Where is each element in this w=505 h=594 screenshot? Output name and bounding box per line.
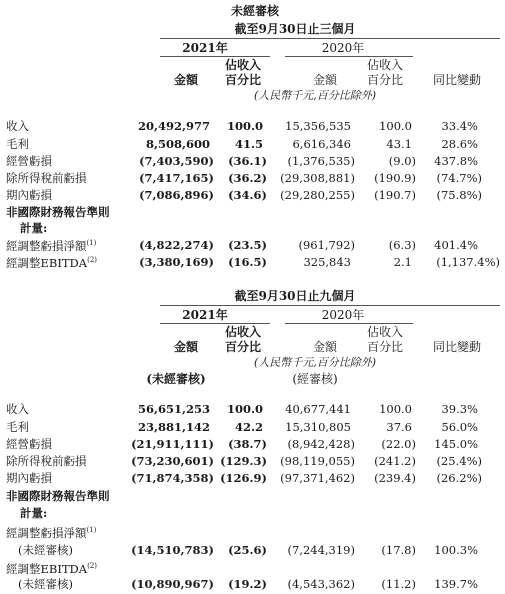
col-pct-2021-line1: 佔收入 bbox=[224, 325, 261, 339]
pct-2020: (9.0) bbox=[388, 154, 416, 168]
amount-2020: (98,119,055) bbox=[280, 454, 355, 468]
pct-2020: (190.7) bbox=[374, 188, 416, 202]
year-2020-rule bbox=[285, 56, 413, 57]
amount-2020: (29,280,255) bbox=[280, 188, 355, 202]
pct-2020: (6.3) bbox=[388, 238, 416, 252]
period-rule bbox=[160, 38, 500, 39]
yoy-change: 28.6% bbox=[441, 137, 478, 151]
row-label: 經調整虧損淨額$^{(1)}$ bbox=[6, 525, 97, 540]
units-note: (人民幣千元,百分比除外) bbox=[253, 89, 377, 102]
col-amount-2020: 金額 bbox=[312, 73, 337, 87]
row-label: 經調整虧損淨額$^{(1)}$ bbox=[6, 238, 97, 253]
pct-2021: (129.3) bbox=[220, 454, 267, 468]
col-amount-2020: 金額 bbox=[312, 340, 337, 354]
amount-2020: (4,543,362) bbox=[287, 577, 355, 591]
col-pct-2020-line2: 百分比 bbox=[366, 73, 403, 87]
col-amount-2021: 金額 bbox=[173, 340, 198, 354]
pct-2020: (241.2) bbox=[374, 454, 416, 468]
yoy-change: 56.0% bbox=[441, 420, 478, 434]
amount-2020: 325,843 bbox=[303, 255, 351, 269]
row-label: 毛利 bbox=[6, 137, 29, 151]
period-rule bbox=[160, 305, 500, 306]
pct-2020: (11.2) bbox=[381, 577, 416, 591]
year-2021-rule bbox=[160, 323, 270, 324]
amount-2021: (7,086,896) bbox=[139, 188, 214, 202]
row-label: 經調整EBITDA$^{(2)}$ bbox=[6, 255, 98, 270]
year-2021-label: 2021年 bbox=[182, 41, 228, 55]
row-label: 收入 bbox=[6, 119, 29, 133]
col-amount-2021: 金額 bbox=[173, 73, 198, 87]
yoy-change: (26.2%) bbox=[436, 471, 482, 485]
amount-2021: 23,881,142 bbox=[137, 420, 210, 434]
period-heading: 截至9月30日止九個月 bbox=[234, 289, 356, 303]
pct-2021: (25.6) bbox=[228, 543, 267, 557]
amount-2020: (1,376,535) bbox=[287, 154, 355, 168]
amount-2021: (7,417,165) bbox=[139, 171, 214, 185]
amount-2020: 6,616,346 bbox=[292, 137, 351, 151]
amount-2021: (21,911,111) bbox=[131, 437, 214, 451]
amount-2020: (961,792) bbox=[298, 238, 355, 252]
period-heading: 截至9月30日止三個月 bbox=[234, 22, 356, 36]
yoy-change: 33.4% bbox=[441, 119, 478, 133]
amount-2020: 15,310,805 bbox=[285, 420, 351, 434]
amount-2020: 15,356,535 bbox=[285, 119, 351, 133]
row-sublabel: (未經審核) bbox=[18, 543, 73, 557]
pct-2021: (38.7) bbox=[228, 437, 267, 451]
yoy-change: (74.7%) bbox=[436, 171, 482, 185]
amount-2021: (10,890,967) bbox=[131, 577, 214, 591]
nonifrs-heading-line1: 非國際財務報告準則 bbox=[6, 489, 110, 503]
row-label: 期內虧損 bbox=[6, 188, 52, 202]
pct-2021: (23.5) bbox=[228, 238, 267, 252]
year-2021-rule bbox=[160, 56, 270, 57]
amount-2020: 40,677,441 bbox=[285, 402, 351, 416]
col-pct-2021-line2: 百分比 bbox=[224, 340, 261, 354]
amount-2021: 8,508,600 bbox=[145, 137, 210, 151]
col-pct-2020-line1: 佔收入 bbox=[366, 58, 403, 72]
amount-2021: (73,230,601) bbox=[131, 454, 214, 468]
row-label: 毛利 bbox=[6, 420, 29, 434]
pct-2021: (126.9) bbox=[220, 471, 267, 485]
yoy-change: 139.7% bbox=[434, 577, 478, 591]
col-pct-2020-line2: 百分比 bbox=[366, 340, 403, 354]
pct-2021: 100.0 bbox=[226, 119, 263, 133]
audited-label: (經審核) bbox=[292, 372, 338, 386]
yoy-change: 39.3% bbox=[441, 402, 478, 416]
amount-2020: (97,371,462) bbox=[280, 471, 355, 485]
pct-2020: 2.1 bbox=[393, 255, 412, 269]
pct-2020: 43.1 bbox=[386, 137, 412, 151]
pct-2021: (16.5) bbox=[228, 255, 267, 269]
amount-2021: (3,380,169) bbox=[139, 255, 214, 269]
unaudited-label: (未經審核) bbox=[146, 372, 206, 386]
pct-2020: 100.0 bbox=[379, 119, 412, 133]
nonifrs-heading-line2: 計量: bbox=[20, 506, 48, 520]
yoy-change: (1,137.4%) bbox=[436, 255, 500, 269]
amount-2021: 56,651,253 bbox=[137, 402, 210, 416]
pct-2021: 41.5 bbox=[234, 137, 263, 151]
pct-2021: (36.1) bbox=[228, 154, 267, 168]
year-2021-label: 2021年 bbox=[182, 308, 228, 322]
col-pct-2020-line1: 佔收入 bbox=[366, 325, 403, 339]
units-note: (人民幣千元,百分比除外) bbox=[253, 356, 377, 369]
pct-2020: (22.0) bbox=[381, 437, 416, 451]
amount-2020: (7,244,319) bbox=[287, 543, 355, 557]
pct-2021: (34.6) bbox=[228, 188, 267, 202]
pct-2021: (36.2) bbox=[228, 171, 267, 185]
year-2020-rule bbox=[285, 323, 413, 324]
yoy-change: 145.0% bbox=[434, 437, 478, 451]
row-label: 經營虧損 bbox=[6, 437, 52, 451]
unaudited-title: 未經審核 bbox=[230, 4, 279, 18]
pct-2021: 100.0 bbox=[226, 402, 263, 416]
pct-2020: (190.9) bbox=[374, 171, 416, 185]
amount-2021: (71,874,358) bbox=[131, 471, 214, 485]
yoy-change: 401.4% bbox=[434, 238, 478, 252]
row-label: 經營虧損 bbox=[6, 154, 52, 168]
year-2020-label: 2020年 bbox=[321, 308, 365, 322]
pct-2020: (239.4) bbox=[374, 471, 416, 485]
year-2020-label: 2020年 bbox=[321, 41, 365, 55]
pct-2021: 42.2 bbox=[234, 420, 263, 434]
yoy-change: 100.3% bbox=[434, 543, 478, 557]
amount-2021: (14,510,783) bbox=[131, 543, 214, 557]
yoy-change: 437.8% bbox=[434, 154, 478, 168]
row-label: 收入 bbox=[6, 402, 29, 416]
yoy-change: (75.8%) bbox=[436, 188, 482, 202]
pct-2020: (17.8) bbox=[381, 543, 416, 557]
row-label: 除所得稅前虧損 bbox=[6, 454, 87, 468]
amount-2021: 20,492,977 bbox=[137, 119, 210, 133]
row-label: 期內虧損 bbox=[6, 471, 52, 485]
col-pct-2021-line1: 佔收入 bbox=[224, 58, 261, 72]
col-yoy-change: 同比變動 bbox=[432, 340, 481, 354]
pct-2021: (19.2) bbox=[228, 577, 267, 591]
nonifrs-heading-line2: 計量: bbox=[20, 221, 48, 235]
row-label: 經調整EBITDA$^{(2)}$ bbox=[6, 561, 98, 576]
nonifrs-heading-line1: 非國際財務報告準則 bbox=[6, 205, 110, 219]
amount-2021: (7,403,590) bbox=[139, 154, 214, 168]
amount-2020: (8,942,428) bbox=[287, 437, 355, 451]
row-sublabel: (未經審核) bbox=[18, 577, 73, 591]
amount-2020: (29,308,881) bbox=[280, 171, 355, 185]
row-label: 除所得稅前虧損 bbox=[6, 171, 87, 185]
yoy-change: (25.4%) bbox=[436, 454, 482, 468]
pct-2020: 37.6 bbox=[386, 420, 412, 434]
pct-2020: 100.0 bbox=[379, 402, 412, 416]
col-pct-2021-line2: 百分比 bbox=[224, 73, 261, 87]
col-yoy-change: 同比變動 bbox=[432, 73, 481, 87]
amount-2021: (4,822,274) bbox=[139, 238, 214, 252]
